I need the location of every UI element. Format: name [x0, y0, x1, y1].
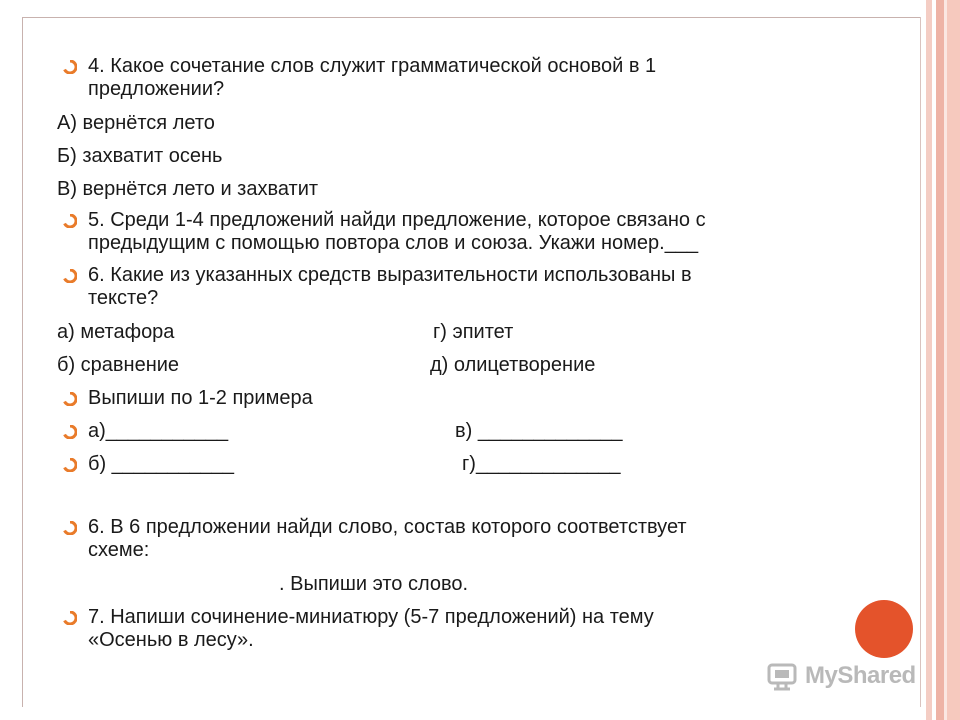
q4-line2: предложении? [88, 78, 225, 100]
decorative-stripes [926, 0, 960, 720]
q6b-line3: . Выпиши это слово. [279, 573, 469, 595]
q6-line1: 6. Какие из указанных средств выразительности использованы в [88, 264, 692, 286]
bullet-icon [63, 214, 77, 228]
q6b-line2: схеме: [88, 539, 150, 561]
watermark [765, 657, 925, 695]
watermark-text: MyShared [805, 662, 916, 689]
q5-line2: предыдущим с помощью повтора слов и союза. Укажи номер.___ [88, 232, 699, 254]
q5-line1: 5. Среди 1-4 предложений найди предложение, которое связано с [88, 209, 706, 231]
q6-option-a: а) метафора [57, 321, 175, 343]
q7-line1: 7. Напиши сочинение-миниатюру (5-7 предложений) на тему [88, 606, 654, 628]
q6-instruction: Выпиши по 1-2 примера [88, 387, 313, 409]
q6-option-g: г) эпитет [433, 321, 514, 343]
bullet-icon [63, 425, 77, 439]
q6-option-d: д) олицетворение [430, 354, 596, 376]
bullet-icon [63, 458, 77, 472]
q4-option-b: Б) захватит осень [57, 145, 223, 167]
q6-answer-b: б) ___________ [88, 453, 235, 475]
bullet-icon [63, 521, 77, 535]
myshared-logo-icon [765, 657, 801, 693]
q6-answer-a: а)___________ [88, 420, 229, 442]
decorative-circle [855, 600, 913, 658]
bullet-icon [63, 60, 77, 74]
bullet-icon [63, 269, 77, 283]
bullet-icon [63, 611, 77, 625]
q7-line2: «Осенью в лесу». [88, 629, 254, 651]
q6-option-b: б) сравнение [57, 354, 180, 376]
q6-answer-v: в) _____________ [455, 420, 623, 442]
q4-option-a: А) вернётся лето [57, 112, 215, 134]
frame-right-border [920, 17, 921, 707]
q6-answer-g: г)_____________ [462, 453, 621, 475]
q4-line1: 4. Какое сочетание слов служит грамматической основой в 1 [88, 55, 657, 77]
q4-option-c: В) вернётся лето и захватит [57, 178, 319, 200]
q6-line2: тексте? [88, 287, 159, 309]
q6b-line1: 6. В 6 предложении найди слово, состав которого соответствует [88, 516, 687, 538]
bullet-icon [63, 392, 77, 406]
